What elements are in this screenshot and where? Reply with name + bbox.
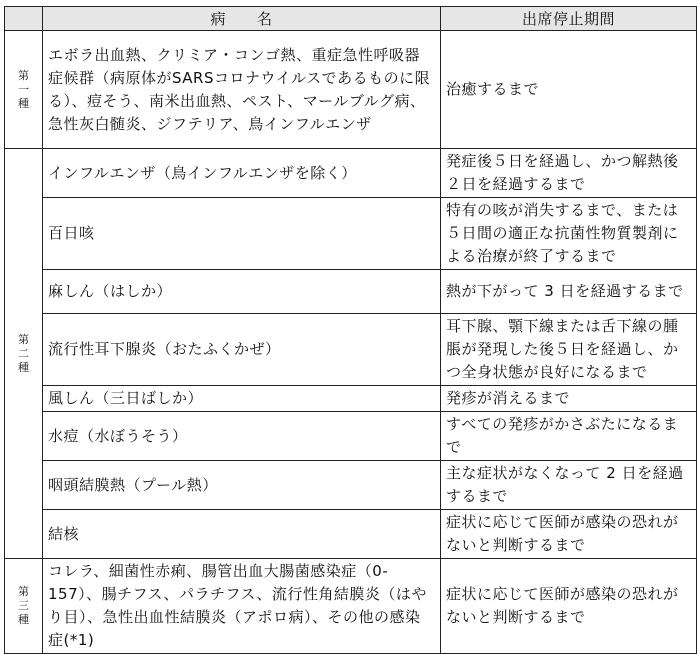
disease-cell: 水痘（水ぼうそう）: [43, 412, 441, 461]
table-row: [5, 31, 697, 149]
period-cell: 特有の咳が消失するまで、または５日間の適正な抗菌性物質製剤による治療が終了するまで: [441, 198, 697, 270]
table-row: [5, 198, 697, 270]
disease-cell: 風しん（三日ばしか）: [43, 386, 441, 412]
disease-cell: コレラ、細菌性赤痢、腸管出血大腸菌感染症（0-157）、腸チフス、パラチフス、流行性角結膜炎（はやり目）、急性出血性結膜炎（アポロ病）、その他の感染症(*1): [43, 559, 441, 654]
header-disease: 病 名: [43, 7, 441, 31]
table-row: [5, 270, 697, 314]
period-cell: 治癒するまで: [441, 31, 697, 149]
disease-cell: 麻しん（はしか）: [43, 270, 441, 314]
period-cell: 発疹が消えるまで: [441, 386, 697, 412]
period-cell: すべての発疹がかさぶたになるまで: [441, 412, 697, 461]
table-row: [5, 559, 697, 654]
period-cell: 熱が下がって 3 日を経過するまで: [441, 270, 697, 314]
header-period: 出席停止期間: [441, 7, 697, 31]
table-row: [5, 149, 697, 198]
category-first: 第一種: [5, 31, 43, 149]
period-cell: 症状に応じて医師が感染の恐れがないと判断するまで: [441, 510, 697, 559]
table-row: [5, 510, 697, 559]
table-row: [5, 386, 697, 412]
attendance-suspension-table: [4, 6, 697, 654]
disease-cell: 百日咳: [43, 198, 441, 270]
table-row: [5, 461, 697, 510]
category-second: 第二種: [5, 149, 43, 559]
period-cell: 症状に応じて医師が感染の恐れがないと判断するまで: [441, 559, 697, 654]
category-third: 第三種: [5, 559, 43, 654]
header-blank-cell: [5, 7, 43, 31]
table-row: [5, 412, 697, 461]
disease-cell: エボラ出血熱、クリミア・コンゴ熱、重症急性呼吸器症候群（病原体がSARSコロナウイルスであるものに限る）、痘そう、南米出血熱、ペスト、マールブルグ病、急性灰白髄炎、ジフテリア、鳥インフルエンザ: [43, 31, 441, 149]
table-header-row: [5, 7, 697, 31]
period-cell: 耳下腺、顎下線または舌下線の腫脹が発現した後５日を経過し、かつ全身状態が良好になるまで: [441, 314, 697, 386]
disease-cell: 流行性耳下腺炎（おたふくかぜ）: [43, 314, 441, 386]
disease-cell: 結核: [43, 510, 441, 559]
disease-cell: インフルエンザ（鳥インフルエンザを除く）: [43, 149, 441, 198]
period-cell: 主な症状がなくなって 2 日を経過するまで: [441, 461, 697, 510]
table-row: [5, 314, 697, 386]
disease-cell: 咽頭結膜熱（プール熱）: [43, 461, 441, 510]
period-cell: 発症後５日を経過し、かつ解熱後２日を経過するまで: [441, 149, 697, 198]
